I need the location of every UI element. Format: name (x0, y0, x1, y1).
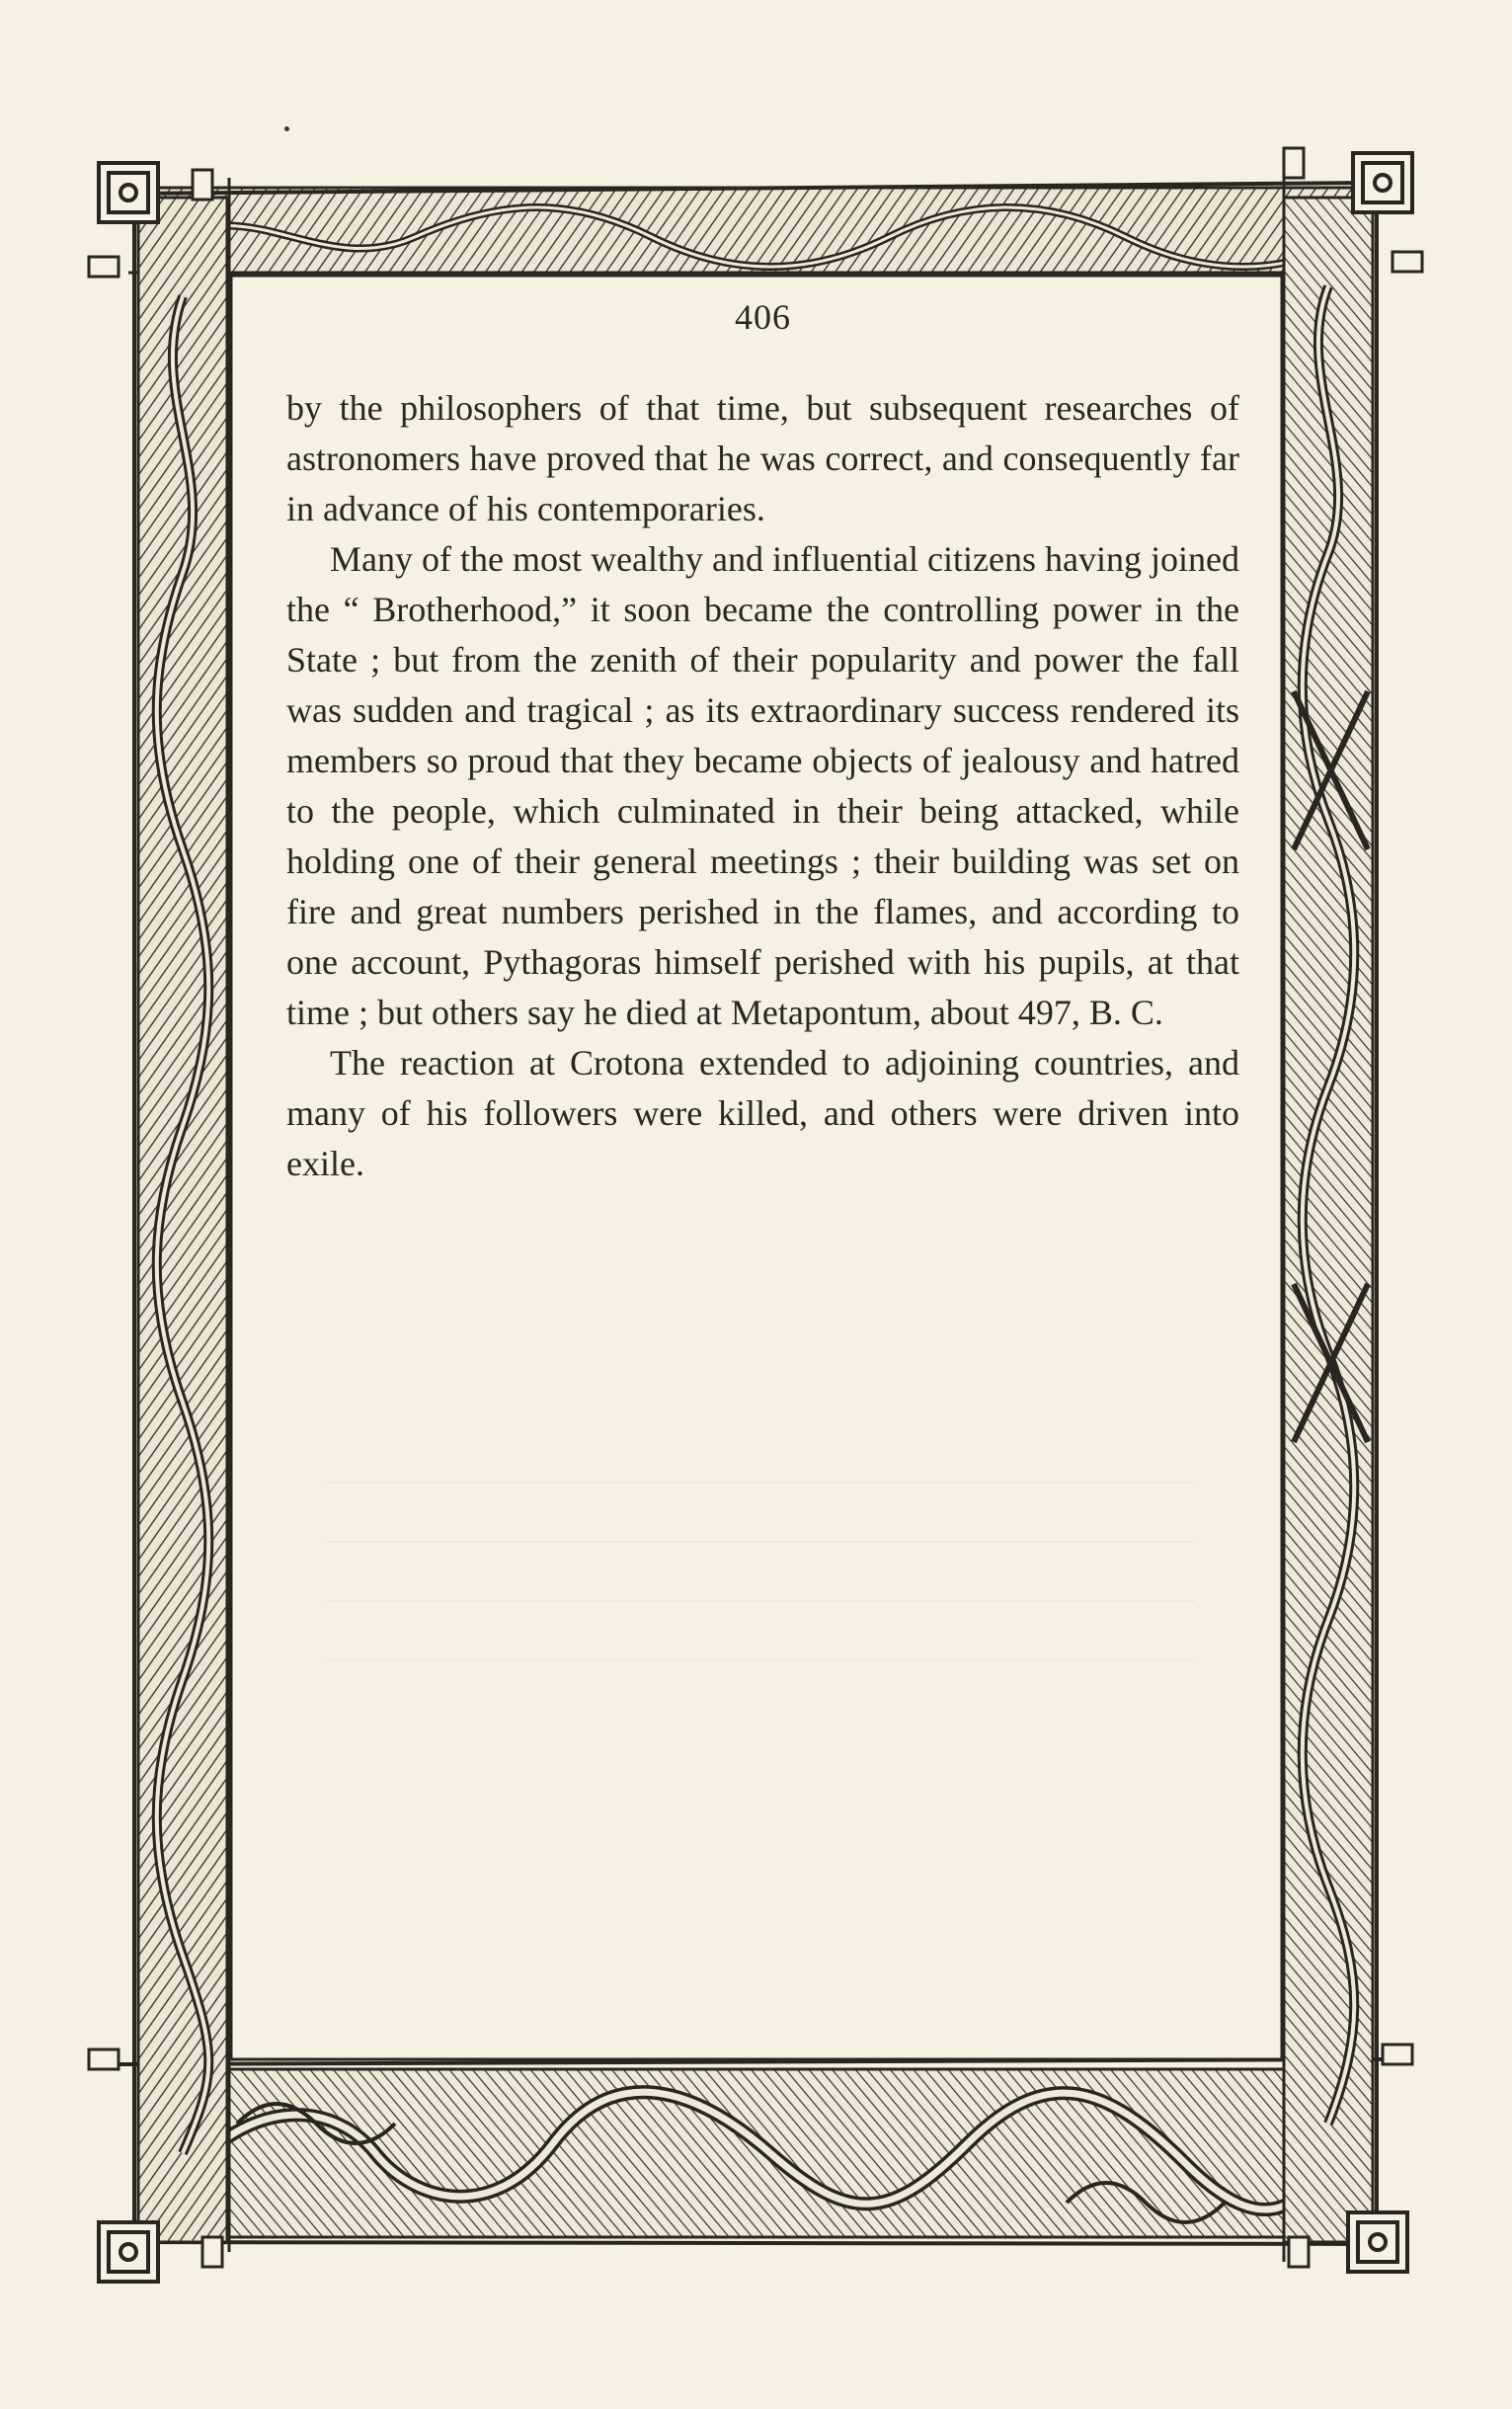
show-through-shadow (326, 1482, 1195, 1484)
corner-knot-bottom-right (1348, 2212, 1407, 2272)
page-number: 406 (735, 297, 791, 337)
top-border-band (128, 183, 1373, 277)
left-border-band (134, 178, 229, 2272)
corner-knot-top-right (1353, 153, 1412, 212)
paragraph: Many of the most wealthy and influential citizens having joined the “ Brotherhood,” it soon became the controlling power in the State ; but from the zenith of their popularity and power the fall was sudden and tragical ; as its extraordinary success rendered its members so proud that they became objects of jealousy and hatred to the people, which culminated in their being attacked, while holding one of their general meetings ; their building was set on fire and great numbers perished in the flames, and according to one account, Pythagoras himself perished with his pupils, at that time ; but others say he died at Metapontum, about 497, B. C. (286, 539, 1239, 1032)
paragraph: The reaction at Crotona extended to adjoining countries, and many of his followers were killed, and others were driven into exile. (286, 1043, 1239, 1183)
corner-knot-bottom-left (99, 2222, 158, 2282)
show-through-shadow (326, 1659, 1195, 1661)
text-block (286, 296, 1239, 1189)
show-through-shadow (326, 1541, 1195, 1543)
right-border-band (1284, 168, 1377, 2272)
corner-knot-top-left (99, 163, 158, 222)
paragraph: by the philosophers of that time, but subsequent researches of astronomers have proved that he was correct, and consequently far in advance of his contemporaries. (286, 388, 1239, 528)
show-through-shadow (326, 1600, 1195, 1602)
bottom-border-band (119, 2059, 1383, 2244)
